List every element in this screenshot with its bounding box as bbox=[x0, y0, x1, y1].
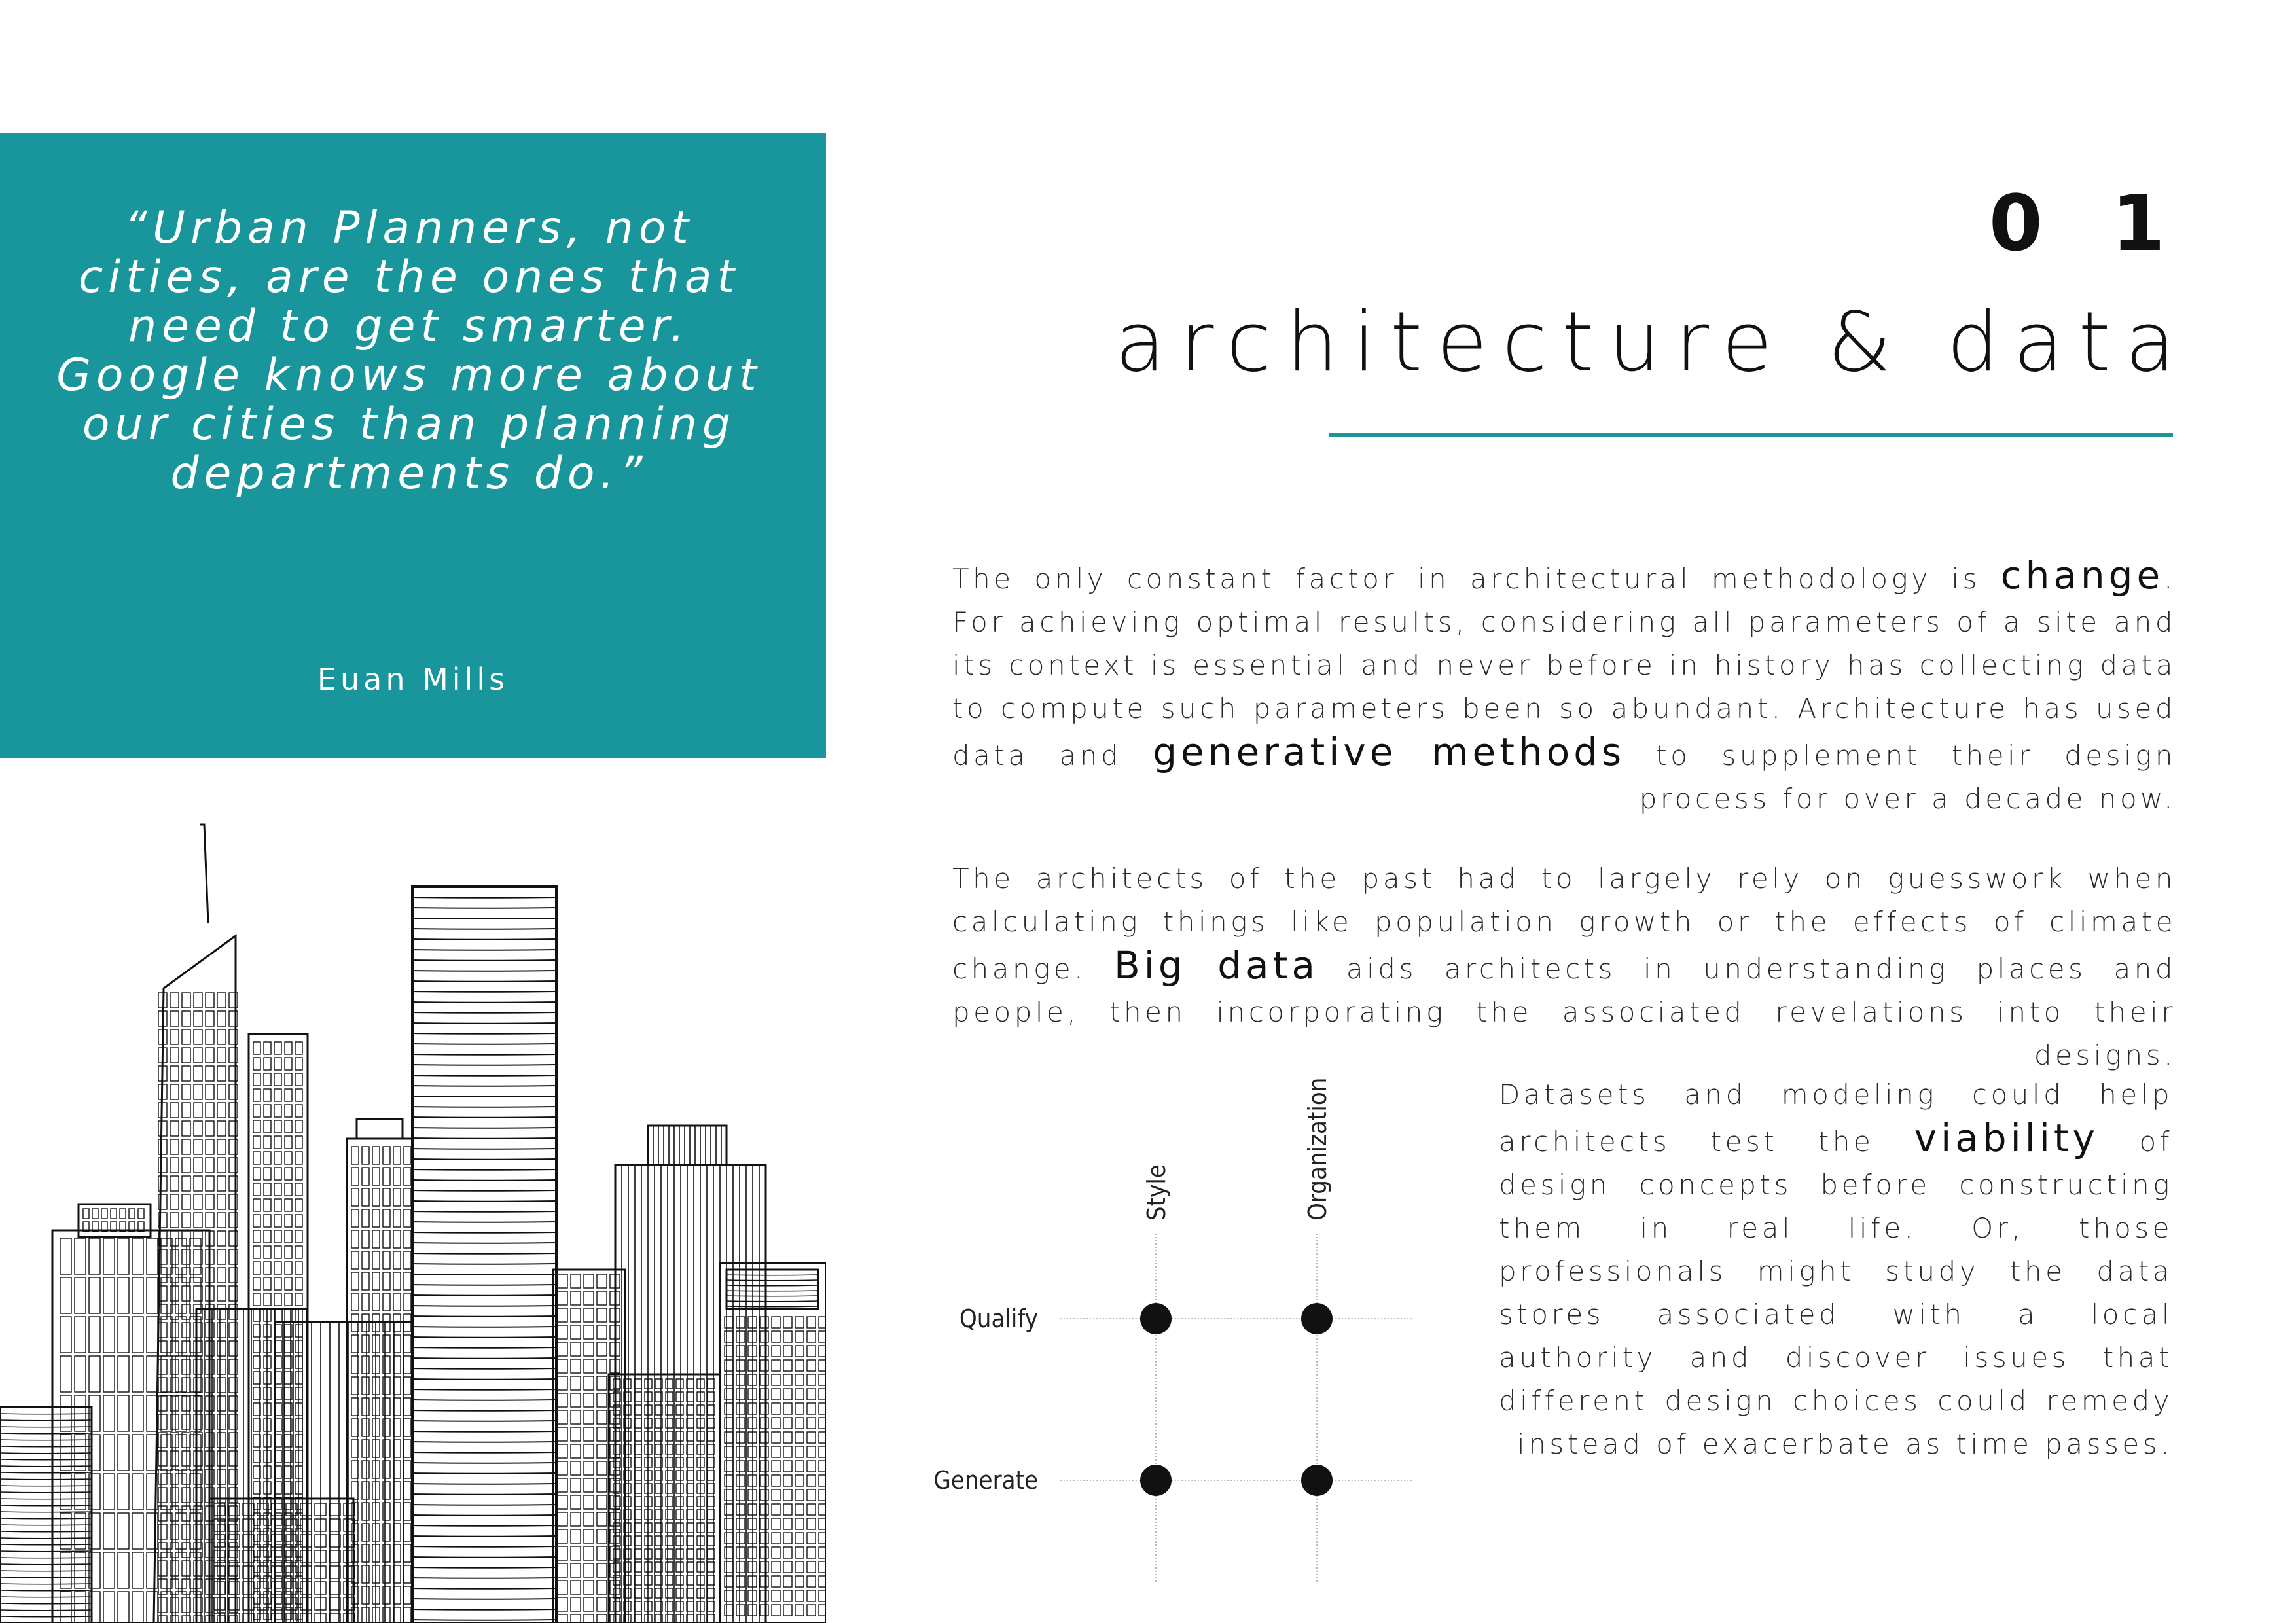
matrix-dot-generate-organization bbox=[1301, 1465, 1333, 1496]
column-label-style: Style bbox=[1142, 1164, 1171, 1221]
matrix-diagram bbox=[929, 1073, 1440, 1597]
matrix-dot-generate-style bbox=[1140, 1465, 1172, 1496]
highlight-term: change bbox=[2000, 553, 2164, 597]
column-label-organization: Organization bbox=[1303, 1077, 1332, 1221]
paragraph-text: of design concepts before constructing them in real life. Or, those professionals might study the data stores associated with a local authority and discover issues that different design choices could remedy instead of exacerbate as time passes. bbox=[1499, 1126, 2173, 1460]
paragraph-text: . For achieving optimal results, considering all parameters of a site and its context is essential and never before in history has collecting data to compute such parameters been so abundant. Architecture has used data and bbox=[952, 563, 2176, 772]
quote-author: Euan Mills bbox=[317, 662, 509, 697]
highlight-term: Big data bbox=[1113, 943, 1319, 988]
highlight-term: generative methods bbox=[1153, 730, 1626, 774]
paragraph-text: Datasets and modeling could help architects test the bbox=[1499, 1079, 2173, 1158]
paragraph-text: The only constant factor in architectural methodology is bbox=[952, 563, 2001, 595]
title-underline bbox=[1329, 433, 2173, 437]
matrix-dot-qualify-style bbox=[1140, 1303, 1172, 1334]
paragraph-intro bbox=[952, 554, 2176, 821]
matrix-dot-qualify-organization bbox=[1301, 1303, 1333, 1334]
highlight-term: viability bbox=[1914, 1116, 2099, 1160]
row-label-qualify: Qualify bbox=[959, 1304, 1038, 1333]
paragraph-datasets bbox=[1499, 1073, 2173, 1466]
quote-panel bbox=[0, 133, 826, 758]
paragraph-past bbox=[952, 857, 2176, 1077]
skyline-illustration bbox=[0, 812, 826, 1623]
paragraph-text: aids architects in understanding places and people, then incorporating the associated revelations into their designs. bbox=[952, 953, 2176, 1071]
quote-text: “Urban Planners, not cities, are the ones that need to get smarter. Google knows more about our cities than planning departments do.” bbox=[56, 202, 762, 499]
paragraph-text: The architects of the past had to largely rely on guesswork when calculating things like population growth or the effects of climate change. bbox=[952, 863, 2176, 985]
chapter-number: 0 1 bbox=[1988, 178, 2186, 268]
chapter-title: architecture & data bbox=[1115, 294, 2190, 390]
row-label-generate: Generate bbox=[933, 1466, 1038, 1495]
paragraph-text: to supplement their design process for over a decade now. bbox=[1625, 740, 2176, 815]
